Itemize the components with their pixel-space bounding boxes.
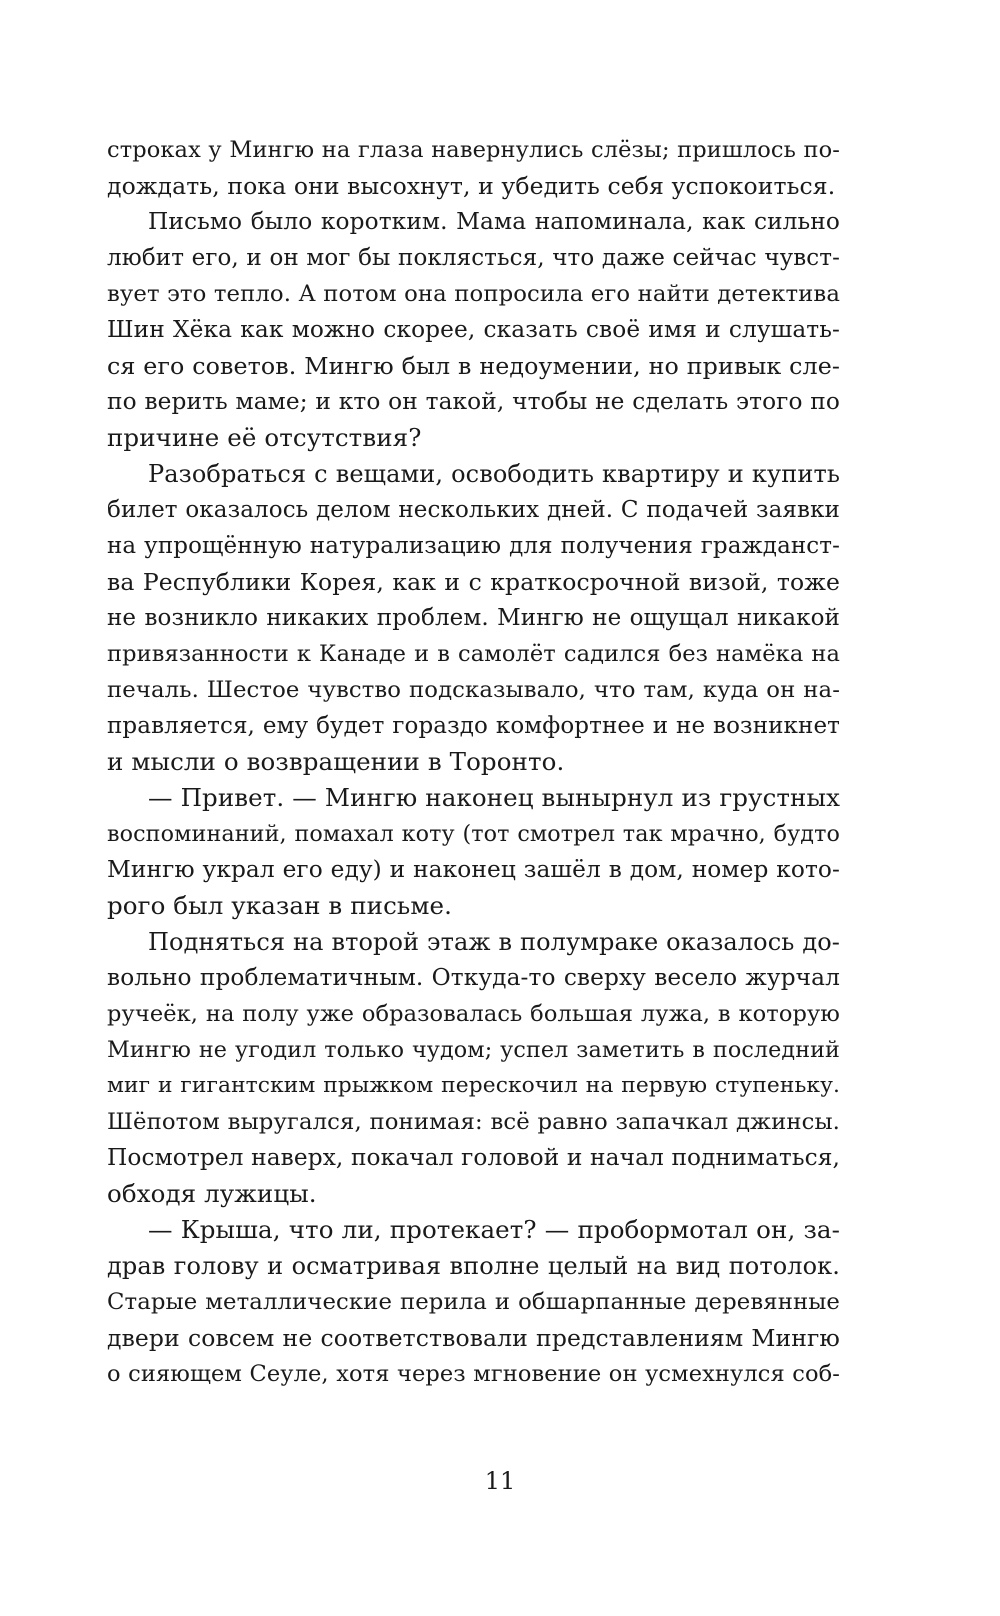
text-line: Посмотрел наверх, покачал головой и начал подниматься, bbox=[107, 1144, 840, 1171]
text-line: печаль. Шестое чувство подсказывало, что там, куда он на- bbox=[107, 677, 840, 703]
text-line: Старые металлические перила и обшарпанные деревянные bbox=[107, 1289, 840, 1315]
book-page-body bbox=[107, 132, 840, 1392]
text-line: рого был указан в письме. bbox=[107, 891, 452, 920]
text-line: воспоминаний, помахал коту (тот смотрел так мрачно, будто bbox=[107, 821, 840, 847]
text-line: обходя лужицы. bbox=[107, 1179, 317, 1208]
text-line: Письмо было коротким. Мама напоминала, как сильно bbox=[148, 208, 840, 235]
text-line: — Привет. — Мингю наконец вынырнул из грустных bbox=[148, 783, 840, 812]
paragraph-5 bbox=[107, 924, 840, 1212]
text-line: Подняться на второй этаж в полумраке оказалось до- bbox=[148, 928, 840, 956]
text-line: вует это тепло. А потом она попросила его найти детектива bbox=[107, 281, 840, 307]
text-line: о сияющем Сеуле, хотя через мгновение он усмехнулся соб- bbox=[107, 1361, 840, 1387]
text-line: драв голову и осматривая вполне целый на вид потолок. bbox=[107, 1252, 840, 1280]
text-line: любит его, и он мог бы поклясться, что даже сейчас чувст- bbox=[107, 245, 840, 271]
text-line: правляется, ему будет гораздо комфортнее и не возникнет bbox=[107, 713, 840, 739]
text-line: причине её отсутствия? bbox=[107, 423, 422, 452]
text-line: ва Республики Корея, как и с краткосрочной визой, тоже bbox=[107, 568, 840, 596]
page-number: 11 bbox=[484, 1467, 516, 1495]
text-line: Разобраться с вещами, освободить квартиру и купить bbox=[148, 460, 840, 488]
text-line: по верить маме; и кто он такой, чтобы не сделать этого по bbox=[107, 388, 840, 415]
paragraph-1 bbox=[107, 132, 840, 204]
text-line: на упрощённую натурализацию для получения гражданст- bbox=[107, 533, 840, 559]
text-line: — Крыша, что ли, протекает? — пробормотал он, за- bbox=[148, 1215, 840, 1244]
text-line: Мингю не угодил только чудом; успел заметить в последний bbox=[107, 1037, 840, 1063]
text-line: не возникло никаких проблем. Мингю не ощущал никакой bbox=[107, 605, 840, 631]
paragraph-2 bbox=[107, 204, 840, 456]
paragraph-3 bbox=[107, 456, 840, 780]
paragraph-4 bbox=[107, 780, 840, 924]
text-line: Шин Хёка как можно скорее, сказать своё имя и слушать- bbox=[107, 316, 840, 343]
text-line: билет оказалось делом нескольких дней. С подачей заявки bbox=[107, 497, 840, 523]
text-line: ся его советов. Мингю был в недоумении, но привык сле- bbox=[107, 352, 840, 380]
text-line: и мысли о возвращении в Торонто. bbox=[107, 747, 565, 776]
text-line: двери совсем не соответствовали представлениям Мингю bbox=[107, 1324, 840, 1352]
text-line: дождать, пока они высохнут, и убедить себя успокоиться. bbox=[107, 172, 836, 200]
paragraph-6 bbox=[107, 1212, 840, 1392]
text-line: миг и гигантским прыжком перескочил на первую ступеньку. bbox=[107, 1073, 840, 1098]
text-line: Мингю украл его еду) и наконец зашёл в дом, номер кото- bbox=[107, 856, 840, 883]
text-line: ручеёк, на полу уже образовалась большая лужа, в которую bbox=[107, 1001, 840, 1027]
text-line: строках у Мингю на глаза навернулись слёзы; пришлось по- bbox=[107, 137, 840, 163]
text-line: привязанности к Канаде и в самолёт садился без намёка на bbox=[107, 641, 840, 667]
text-line: Шёпотом выругался, понимая: всё равно запачкал джинсы. bbox=[107, 1109, 840, 1135]
text-line: вольно проблематичным. Откуда-то сверху весело журчал bbox=[107, 964, 840, 991]
